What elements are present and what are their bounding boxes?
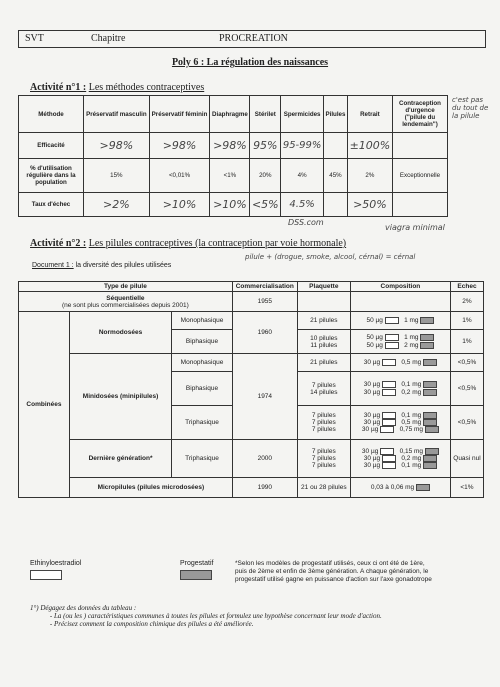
row-label: % d'utilisation régulière dans la population — [19, 159, 84, 193]
estrogen-box — [380, 426, 394, 433]
questions-list — [40, 612, 474, 628]
cell: 2% — [451, 292, 484, 312]
footnote: *Selon les modèles de progestatif utilisés, ceux ci ont été de 1ère, puis de 2ème et enfin de 3ème génération. A chaque génération, le progestatif utilisé gagne en puissance d'action sur l'axe gonadotrope — [235, 560, 432, 583]
col-header: Composition — [350, 282, 450, 292]
composition-cell — [350, 372, 450, 406]
plaquette-line: 7 pilules — [311, 426, 336, 433]
cell: Monophasique — [172, 354, 233, 372]
cell: 21 pilules — [297, 312, 350, 330]
progestin-box — [423, 412, 437, 419]
estrogen-box — [382, 389, 396, 396]
col-header: Stérilet — [250, 96, 281, 133]
legend-label: Ethinyloestradiol — [30, 560, 82, 567]
plaquette-cell — [297, 406, 350, 440]
plaquette-cell — [297, 330, 350, 354]
progestin-box — [420, 342, 434, 349]
sequential-cell — [19, 292, 233, 312]
plaquette-line: 10 pilules — [310, 334, 338, 342]
col-header: Méthode — [19, 96, 84, 133]
cell — [393, 133, 448, 159]
p-dose: 0,03 à 0,06 mg — [370, 484, 415, 492]
cell: >10% — [210, 193, 250, 217]
p-dose: 0,2 mg — [401, 455, 422, 463]
plaquette-line: 7 pilules — [311, 412, 336, 419]
estrogen-box — [382, 412, 396, 419]
question-item: - La (ou les ) caractéristiques communes à toutes les pilules et formulez une hypothèse concernant leur mode d'action. — [54, 612, 474, 620]
cell: Exceptionnelle — [393, 159, 448, 193]
header-bar — [18, 30, 486, 48]
composition-cell — [350, 406, 450, 440]
progestin-swatch — [180, 570, 212, 580]
activity1-heading — [30, 82, 204, 93]
normodosees-label: Normodosées — [98, 329, 143, 336]
legend-estrogen — [30, 560, 81, 580]
progestin-box — [416, 484, 430, 491]
cell — [297, 292, 350, 312]
plaquette-cell — [297, 372, 350, 406]
composition-cell — [350, 440, 450, 478]
p-dose: 0,1 mg — [401, 381, 422, 389]
p-dose: 0,15 mg — [399, 447, 424, 455]
activity1-text: Les méthodes contraceptives — [88, 82, 205, 93]
cell: Triphasique — [172, 440, 233, 478]
topic-label: PROCREATION — [219, 33, 288, 44]
cell: >2% — [84, 193, 150, 217]
progestin-box — [423, 359, 437, 366]
progestin-box — [420, 317, 434, 324]
cell: 1974 — [232, 354, 297, 440]
normodosees-cell — [69, 312, 171, 354]
p-dose: 2 mg — [404, 341, 419, 349]
handwritten-note: viagra minimal — [385, 223, 445, 232]
e-dose: 30 µg — [363, 388, 381, 396]
col-header: Préservatif féminin — [149, 96, 210, 133]
table-row — [19, 354, 484, 372]
progestin-box — [420, 334, 434, 341]
cell: >98% — [84, 133, 150, 159]
estrogen-box — [382, 462, 396, 469]
derniere-label: Dernière génération* — [88, 455, 153, 462]
cell: 1960 — [232, 312, 297, 354]
p-dose: 0,75 mg — [399, 426, 424, 434]
composition-cell — [350, 330, 450, 354]
derniere-cell — [69, 440, 171, 478]
e-dose: 30 µg — [363, 462, 381, 470]
progestin-box — [423, 455, 437, 462]
plaquette-line: 14 pilules — [310, 388, 338, 396]
cell: 20% — [250, 159, 281, 193]
col-header: Retrait — [347, 96, 392, 133]
cell: 2000 — [232, 440, 297, 478]
minidosees-cell — [69, 354, 171, 440]
col-header: Contraception d'urgence ("pilule du lendemain") — [393, 96, 448, 133]
micro-label: Micropilules (pilules microdosées) — [97, 484, 205, 491]
cell: <0,5% — [451, 372, 484, 406]
e-dose: 30 µg — [363, 455, 381, 463]
e-dose: 30 µg — [363, 381, 381, 389]
doc-number: Document 1 : — [32, 262, 74, 269]
table-row — [19, 478, 484, 498]
subject-label: SVT — [25, 33, 44, 44]
margin-note: c'est pas du tout de la pilule — [452, 96, 489, 120]
cell: 4.5% — [281, 193, 324, 217]
handwritten-note: DSS.com — [288, 218, 324, 227]
legend-label: Progestatif — [180, 560, 214, 567]
p-dose: 1 mg — [404, 317, 419, 325]
cell: 1955 — [232, 292, 297, 312]
cell — [324, 133, 348, 159]
plaquette-line: 7 pilules — [311, 448, 336, 455]
cell: Triphasique — [172, 406, 233, 440]
col-header: Diaphragme — [210, 96, 250, 133]
table-row — [19, 193, 448, 217]
doc-title: la diversité des pilules utilisées — [75, 262, 172, 269]
pill-type: Séquentielle — [106, 294, 145, 302]
plaquette-line: 7 pilules — [311, 381, 336, 389]
progestin-box — [423, 381, 437, 388]
cell: Monophasique — [172, 312, 233, 330]
cell: >98% — [210, 133, 250, 159]
micro-cell — [69, 478, 232, 498]
cell: >10% — [149, 193, 210, 217]
cell — [393, 193, 448, 217]
document-label — [32, 262, 171, 269]
cell: 21 pilules — [297, 354, 350, 372]
cell: >50% — [347, 193, 392, 217]
estrogen-box — [382, 419, 396, 426]
cell: 95-99% — [281, 133, 324, 159]
p-dose: 0,2 mg — [401, 388, 422, 396]
e-dose: 50 µg — [366, 317, 383, 325]
estrogen-box — [385, 334, 399, 341]
progestin-box — [425, 448, 439, 455]
table-header-row — [19, 96, 448, 133]
question-item: - Précisez comment la composition chimique des pilules a été améliorée. — [54, 620, 474, 628]
cell: Biphasique — [172, 330, 233, 354]
cell: 4% — [281, 159, 324, 193]
col-header: Commercialisation — [232, 282, 297, 292]
table-row — [19, 133, 448, 159]
cell: >98% — [149, 133, 210, 159]
minidosees-label: Minidosées (minipilules) — [82, 393, 159, 400]
e-dose: 30 µg — [363, 411, 381, 419]
plaquette-line: 7 pilules — [311, 419, 336, 426]
activity1-label: Activité n°1 : — [30, 82, 87, 93]
page-title: Poly 6 : La régulation des naissances — [171, 57, 329, 68]
cell: <1% — [451, 478, 484, 498]
plaquette-line: 7 pilules — [311, 455, 336, 462]
combinees-label: Combinées — [26, 401, 62, 408]
cell: 95% — [250, 133, 281, 159]
e-dose: 30 µg — [361, 426, 379, 434]
col-header: Préservatif masculin — [84, 96, 150, 133]
plaquette-cell — [297, 440, 350, 478]
estrogen-box — [385, 342, 399, 349]
activity2-text: Les pilules contraceptives (la contraception par voie hormonale) — [88, 238, 347, 249]
table-row — [19, 292, 484, 312]
cell: <0,5% — [451, 406, 484, 440]
p-dose: 0,5 mg — [401, 359, 422, 367]
table-row — [19, 440, 484, 478]
p-dose: 1 mg — [404, 334, 419, 342]
composition-cell — [350, 478, 450, 498]
row-label: Efficacité — [19, 133, 84, 159]
p-dose: 0,1 mg — [401, 462, 422, 470]
cell: 21 ou 28 pilules — [297, 478, 350, 498]
e-dose: 30 µg — [363, 359, 381, 367]
composition-cell — [350, 354, 450, 372]
col-header: Echec — [451, 282, 484, 292]
cell: 2% — [347, 159, 392, 193]
progestin-box — [423, 419, 437, 426]
estrogen-box — [382, 359, 396, 366]
chapter-label: Chapitre — [91, 33, 126, 44]
table-row — [19, 312, 484, 330]
methods-table — [18, 95, 448, 217]
progestin-box — [425, 426, 439, 433]
col-header: Type de pilule — [19, 282, 233, 292]
e-dose: 50 µg — [366, 334, 383, 342]
e-dose: 50 µg — [366, 341, 383, 349]
progestin-box — [423, 389, 437, 396]
progestin-box — [423, 462, 437, 469]
estrogen-swatch — [30, 570, 62, 580]
col-header: Plaquette — [297, 282, 350, 292]
cell: Quasi nul — [451, 440, 484, 478]
cell: <0,5% — [451, 354, 484, 372]
activity2-label: Activité n°2 : — [30, 238, 87, 249]
plaquette-line: 7 pilules — [311, 462, 336, 469]
cell: <1% — [210, 159, 250, 193]
cell — [324, 193, 348, 217]
cell: 15% — [84, 159, 150, 193]
col-header: Pilules — [324, 96, 348, 133]
cell: 45% — [324, 159, 348, 193]
handwritten-note: pilule + (drogue, smoke, alcool, cérnal) = cérnal — [245, 253, 416, 261]
activity2-heading — [30, 238, 346, 249]
legend-progestin — [180, 560, 213, 580]
cell: 1990 — [232, 478, 297, 498]
pill-table — [18, 281, 484, 498]
estrogen-box — [385, 317, 399, 324]
cell: Biphasique — [172, 372, 233, 406]
cell: 1% — [451, 330, 484, 354]
estrogen-box — [382, 455, 396, 462]
table-header-row — [19, 282, 484, 292]
cell: <0,01% — [149, 159, 210, 193]
table-row — [19, 159, 448, 193]
combinees-cell — [19, 312, 70, 498]
col-header: Spermicides — [281, 96, 324, 133]
cell: <5% — [250, 193, 281, 217]
p-dose: 0,1 mg — [401, 411, 422, 419]
plaquette-line: 11 pilules — [310, 341, 338, 349]
cell — [350, 292, 450, 312]
e-dose: 30 µg — [363, 419, 381, 427]
composition-cell — [350, 312, 450, 330]
e-dose: 30 µg — [361, 447, 379, 455]
questions-intro: 1°) Dégagez des données du tableau : — [30, 604, 137, 612]
cell: ±100% — [347, 133, 392, 159]
row-label: Taux d'échec — [19, 193, 84, 217]
estrogen-box — [382, 381, 396, 388]
pill-note: (ne sont plus commercialisées depuis 2001) — [61, 301, 189, 309]
estrogen-box — [380, 448, 394, 455]
cell: 1% — [451, 312, 484, 330]
p-dose: 0,5 mg — [401, 419, 422, 427]
